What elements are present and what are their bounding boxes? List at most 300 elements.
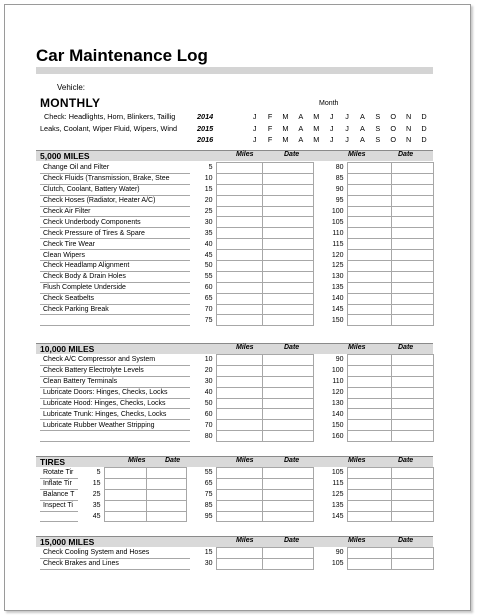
task-label: Check Pressure of Tires & Spare (40, 228, 190, 239)
month-letter: M (282, 112, 289, 121)
mileage-interval: 125 (313, 261, 347, 272)
task-label: Change Oil and Filter (40, 163, 190, 174)
month-letter: O (390, 112, 397, 121)
month-letter: F (267, 135, 273, 144)
log-row (40, 365, 433, 376)
log-row (40, 558, 433, 569)
task-label: Balance T (40, 489, 78, 500)
month-letter: A (298, 135, 304, 144)
col-header-miles: Miles (236, 457, 254, 464)
col-header-date: Date (398, 151, 414, 158)
task-label: Lubricate Trunk: Hinges, Checks, Locks (40, 409, 190, 420)
mileage-interval: 70 (190, 420, 216, 431)
mileage-interval: 150 (313, 315, 347, 326)
month-letter: A (359, 124, 365, 133)
miles-entry-cell[interactable] (347, 228, 391, 239)
month-letter: O (390, 124, 397, 133)
mileage-interval: 80 (190, 431, 216, 442)
date-entry-cell[interactable] (391, 239, 433, 250)
date-entry-cell[interactable] (262, 409, 313, 420)
miles-entry-cell[interactable] (347, 282, 391, 293)
date-entry-cell[interactable] (391, 293, 433, 304)
log-row (40, 163, 433, 174)
mileage-interval: 90 (313, 184, 347, 195)
date-entry-cell[interactable] (262, 376, 313, 387)
date-entry-cell[interactable] (262, 184, 313, 195)
log-row (40, 293, 433, 304)
date-entry-cell[interactable] (391, 511, 433, 522)
mileage-interval: 150 (313, 420, 347, 431)
mileage-interval: 50 (190, 261, 216, 272)
miles-entry-cell[interactable] (347, 431, 391, 442)
date-entry-cell[interactable] (391, 468, 433, 479)
miles-entry-cell[interactable] (216, 365, 262, 376)
task-label: Clean Battery Terminals (40, 376, 190, 387)
date-entry-cell[interactable] (391, 206, 433, 217)
task-label: Check Seatbelts (40, 293, 190, 304)
mileage-interval: 65 (190, 293, 216, 304)
miles-entry-cell[interactable] (216, 398, 262, 409)
miles-entry-cell[interactable] (104, 489, 146, 500)
col-header-date: Date (284, 151, 300, 158)
task-label (40, 431, 190, 442)
log-row (40, 387, 433, 398)
date-entry-cell[interactable] (262, 304, 313, 315)
month-letter: M (313, 135, 320, 144)
log-row (40, 228, 433, 239)
date-entry-cell[interactable] (391, 195, 433, 206)
miles-entry-cell[interactable] (216, 387, 262, 398)
miles-entry-cell[interactable] (347, 387, 391, 398)
log-row (40, 548, 433, 559)
task-label: Check Hoses (Radiator, Heater A/C) (40, 195, 190, 206)
date-entry-cell[interactable] (262, 261, 313, 272)
miles-entry-cell[interactable] (216, 304, 262, 315)
col-header-date: Date (398, 457, 414, 464)
date-entry-cell[interactable] (146, 511, 186, 522)
mileage-interval: 95 (186, 511, 216, 522)
date-entry-cell[interactable] (262, 195, 313, 206)
miles-entry-cell[interactable] (216, 468, 262, 479)
log-row (40, 206, 433, 217)
miles-entry-cell[interactable] (216, 271, 262, 282)
month-letter: O (390, 135, 397, 144)
date-entry-cell[interactable] (262, 228, 313, 239)
vehicle-label: Vehicle: (57, 83, 86, 92)
mileage-interval: 5 (78, 468, 104, 479)
date-entry-cell[interactable] (391, 387, 433, 398)
col-header-date: Date (398, 344, 414, 351)
mileage-interval: 115 (313, 239, 347, 250)
miles-entry-cell[interactable] (216, 184, 262, 195)
monthly-heading: MONTHLY (40, 96, 101, 110)
mileage-interval: 30 (190, 217, 216, 228)
miles-entry-cell[interactable] (347, 558, 391, 569)
miles-entry-cell[interactable] (216, 239, 262, 250)
mileage-interval: 145 (313, 511, 347, 522)
col-header-date: Date (284, 457, 300, 464)
task-label: Inspect Ti (40, 500, 78, 511)
month-letter: D (421, 124, 427, 133)
date-entry-cell[interactable] (391, 489, 433, 500)
month-letter: M (313, 112, 320, 121)
miles-entry-cell[interactable] (216, 293, 262, 304)
task-label (40, 511, 78, 522)
task-label: Clean Wipers (40, 250, 190, 261)
month-letters-row (247, 135, 432, 144)
log-row (40, 239, 433, 250)
date-entry-cell[interactable] (391, 163, 433, 174)
date-entry-cell[interactable] (262, 355, 313, 366)
log-row (40, 184, 433, 195)
col-header-miles: Miles (236, 537, 254, 544)
mileage-interval: 45 (78, 511, 104, 522)
task-label: Check Cooling System and Hoses (40, 548, 190, 559)
task-label: Flush Complete Underside (40, 282, 190, 293)
mileage-interval: 65 (186, 478, 216, 489)
log-row (40, 250, 433, 261)
miles-entry-cell[interactable] (347, 365, 391, 376)
miles-entry-cell[interactable] (216, 282, 262, 293)
date-entry-cell[interactable] (391, 376, 433, 387)
mileage-interval: 105 (313, 217, 347, 228)
date-entry-cell[interactable] (262, 548, 313, 559)
miles-entry-cell[interactable] (347, 163, 391, 174)
mileage-interval: 115 (313, 478, 347, 489)
miles-entry-cell[interactable] (347, 239, 391, 250)
mileage-interval: 160 (313, 431, 347, 442)
date-entry-cell[interactable] (391, 420, 433, 431)
month-letters-row (247, 112, 432, 121)
section-title-5000: 5,000 MILES (40, 151, 90, 161)
month-letter: J (329, 135, 334, 144)
mileage-interval: 55 (190, 271, 216, 282)
date-entry-cell[interactable] (262, 239, 313, 250)
miles-entry-cell[interactable] (347, 293, 391, 304)
monthly-check-line-2: Leaks, Coolant, Wiper Fluid, Wipers, Wind (40, 124, 178, 133)
miles-entry-cell[interactable] (104, 468, 146, 479)
month-letter: J (329, 124, 334, 133)
mileage-interval: 5 (190, 163, 216, 174)
month-letter: M (282, 124, 289, 133)
miles-entry-cell[interactable] (216, 376, 262, 387)
date-entry-cell[interactable] (146, 500, 186, 511)
miles-entry-cell[interactable] (347, 489, 391, 500)
miles-entry-cell[interactable] (347, 250, 391, 261)
date-entry-cell[interactable] (262, 315, 313, 326)
mileage-interval: 35 (190, 228, 216, 239)
month-letter: A (359, 112, 365, 121)
miles-entry-cell[interactable] (216, 511, 262, 522)
miles-entry-cell[interactable] (216, 558, 262, 569)
date-entry-cell[interactable] (391, 355, 433, 366)
date-entry-cell[interactable] (262, 478, 313, 489)
date-entry-cell[interactable] (391, 250, 433, 261)
task-label: Check A/C Compressor and System (40, 355, 190, 366)
mileage-interval: 135 (313, 500, 347, 511)
miles-entry-cell[interactable] (216, 431, 262, 442)
date-entry-cell[interactable] (262, 558, 313, 569)
miles-entry-cell[interactable] (347, 206, 391, 217)
task-label: Check Air Filter (40, 206, 190, 217)
miles-entry-cell[interactable] (347, 511, 391, 522)
miles-entry-cell[interactable] (104, 500, 146, 511)
month-letter: A (298, 112, 304, 121)
log-row (40, 355, 433, 366)
miles-entry-cell[interactable] (216, 355, 262, 366)
col-header-miles: Miles (348, 457, 366, 464)
mileage-interval: 85 (313, 173, 347, 184)
miles-entry-cell[interactable] (347, 376, 391, 387)
date-entry-cell[interactable] (262, 398, 313, 409)
miles-entry-cell[interactable] (216, 489, 262, 500)
miles-entry-cell[interactable] (216, 228, 262, 239)
task-label: Check Parking Break (40, 304, 190, 315)
date-entry-cell[interactable] (391, 548, 433, 559)
date-entry-cell[interactable] (391, 409, 433, 420)
month-letter: D (421, 135, 427, 144)
section-bar-tires (36, 456, 433, 467)
miles-entry-cell[interactable] (347, 468, 391, 479)
log-row (40, 478, 433, 489)
col-header-miles: Miles (348, 537, 366, 544)
date-entry-cell[interactable] (391, 228, 433, 239)
mileage-interval: 90 (313, 355, 347, 366)
date-entry-cell[interactable] (391, 184, 433, 195)
section-title-10000: 10,000 MILES (40, 344, 95, 354)
miles-entry-cell[interactable] (216, 217, 262, 228)
date-entry-cell[interactable] (262, 271, 313, 282)
miles-entry-cell[interactable] (347, 217, 391, 228)
mileage-interval: 30 (190, 376, 216, 387)
date-entry-cell[interactable] (146, 468, 186, 479)
date-entry-cell[interactable] (391, 365, 433, 376)
date-entry-cell[interactable] (262, 387, 313, 398)
log-row (40, 420, 433, 431)
mileage-interval: 70 (190, 304, 216, 315)
mileage-interval: 25 (190, 206, 216, 217)
mileage-interval: 125 (313, 489, 347, 500)
section-bar-10000 (36, 343, 433, 354)
date-entry-cell[interactable] (391, 261, 433, 272)
miles-entry-cell[interactable] (216, 163, 262, 174)
month-header: Month (319, 100, 339, 107)
section-bar-15000 (36, 536, 433, 547)
mileage-interval: 75 (186, 489, 216, 500)
miles-entry-cell[interactable] (347, 548, 391, 559)
date-entry-cell[interactable] (391, 282, 433, 293)
miles-entry-cell[interactable] (104, 511, 146, 522)
miles-entry-cell[interactable] (347, 173, 391, 184)
log-row (40, 500, 433, 511)
miles-entry-cell[interactable] (216, 420, 262, 431)
col-header-miles: Miles (348, 151, 366, 158)
date-entry-cell[interactable] (146, 478, 186, 489)
date-entry-cell[interactable] (262, 173, 313, 184)
col-header-miles: Miles (128, 457, 146, 464)
date-entry-cell[interactable] (262, 420, 313, 431)
miles-entry-cell[interactable] (216, 173, 262, 184)
miles-entry-cell[interactable] (216, 206, 262, 217)
task-label: Lubricate Hood: Hinges, Checks, Locks (40, 398, 190, 409)
miles-entry-cell[interactable] (347, 478, 391, 489)
miles-entry-cell[interactable] (347, 420, 391, 431)
grid-10000-miles (40, 354, 434, 442)
log-row (40, 304, 433, 315)
mileage-interval: 95 (313, 195, 347, 206)
month-letter: F (267, 112, 273, 121)
log-row (40, 195, 433, 206)
mileage-interval: 40 (190, 387, 216, 398)
miles-entry-cell[interactable] (347, 261, 391, 272)
miles-entry-cell[interactable] (347, 500, 391, 511)
grid-15000-miles (40, 547, 434, 570)
month-letter: N (405, 124, 412, 133)
date-entry-cell[interactable] (262, 217, 313, 228)
month-letter: A (298, 124, 304, 133)
col-header-date: Date (284, 537, 300, 544)
mileage-interval: 35 (78, 500, 104, 511)
mileage-interval: 100 (313, 206, 347, 217)
date-entry-cell[interactable] (391, 173, 433, 184)
date-entry-cell[interactable] (391, 304, 433, 315)
task-label (40, 315, 190, 326)
month-letter: S (375, 112, 381, 121)
monthly-check-line-1: Check: Headlights, Horn, Blinkers, Taillig (44, 112, 176, 121)
miles-entry-cell[interactable] (216, 409, 262, 420)
date-entry-cell[interactable] (262, 500, 313, 511)
task-label: Check Body & Drain Holes (40, 271, 190, 282)
miles-entry-cell[interactable] (216, 195, 262, 206)
date-entry-cell[interactable] (391, 431, 433, 442)
date-entry-cell[interactable] (262, 250, 313, 261)
mileage-interval: 140 (313, 293, 347, 304)
date-entry-cell[interactable] (262, 431, 313, 442)
date-entry-cell[interactable] (262, 468, 313, 479)
task-label: Lubricate Doors: Hinges, Checks, Locks (40, 387, 190, 398)
task-label: Check Underbody Components (40, 217, 190, 228)
task-label: Check Tire Wear (40, 239, 190, 250)
month-letter: M (282, 135, 289, 144)
miles-entry-cell[interactable] (347, 409, 391, 420)
mileage-interval: 25 (78, 489, 104, 500)
month-letter: D (421, 112, 427, 121)
date-entry-cell[interactable] (262, 489, 313, 500)
log-row (40, 315, 433, 326)
date-entry-cell[interactable] (391, 315, 433, 326)
miles-entry-cell[interactable] (216, 315, 262, 326)
mileage-interval: 20 (190, 365, 216, 376)
col-header-miles: Miles (236, 151, 254, 158)
miles-entry-cell[interactable] (216, 261, 262, 272)
mileage-interval: 15 (190, 184, 216, 195)
grid-5000-miles (40, 162, 434, 326)
col-header-date: Date (398, 537, 414, 544)
miles-entry-cell[interactable] (347, 271, 391, 282)
date-entry-cell[interactable] (262, 511, 313, 522)
date-entry-cell[interactable] (262, 163, 313, 174)
mileage-interval: 15 (190, 548, 216, 559)
month-letter: J (329, 112, 334, 121)
log-row (40, 489, 433, 500)
title-underline-bar (36, 67, 433, 74)
miles-entry-cell[interactable] (347, 195, 391, 206)
month-letter: A (359, 135, 365, 144)
miles-entry-cell[interactable] (347, 355, 391, 366)
mileage-interval: 90 (313, 548, 347, 559)
date-entry-cell[interactable] (262, 293, 313, 304)
log-row (40, 409, 433, 420)
grid-tires (40, 467, 434, 522)
miles-entry-cell[interactable] (216, 478, 262, 489)
date-entry-cell[interactable] (262, 282, 313, 293)
miles-entry-cell[interactable] (216, 548, 262, 559)
date-entry-cell[interactable] (391, 500, 433, 511)
log-row (40, 376, 433, 387)
miles-entry-cell[interactable] (216, 250, 262, 261)
date-entry-cell[interactable] (391, 398, 433, 409)
task-label: Check Fluids (Transmission, Brake, Stee (40, 173, 190, 184)
miles-entry-cell[interactable] (216, 500, 262, 511)
task-label: Clutch, Coolant, Battery Water) (40, 184, 190, 195)
mileage-interval: 110 (313, 376, 347, 387)
task-label: Check Battery Electrolyte Levels (40, 365, 190, 376)
miles-entry-cell[interactable] (347, 184, 391, 195)
log-row (40, 271, 433, 282)
date-entry-cell[interactable] (391, 478, 433, 489)
task-label: Rotate Tir (40, 468, 78, 479)
mileage-interval: 10 (190, 355, 216, 366)
log-row (40, 282, 433, 293)
month-letter: J (252, 124, 257, 133)
miles-entry-cell[interactable] (347, 398, 391, 409)
date-entry-cell[interactable] (262, 365, 313, 376)
year-label: 2016 (197, 135, 214, 144)
miles-entry-cell[interactable] (347, 315, 391, 326)
mileage-interval: 140 (313, 409, 347, 420)
month-letter: S (375, 135, 381, 144)
mileage-interval: 45 (190, 250, 216, 261)
col-header-date: Date (284, 344, 300, 351)
mileage-interval: 105 (313, 468, 347, 479)
page-title: Car Maintenance Log (36, 46, 208, 65)
miles-entry-cell[interactable] (347, 304, 391, 315)
date-entry-cell[interactable] (391, 217, 433, 228)
date-entry-cell[interactable] (391, 558, 433, 569)
month-letter: J (345, 135, 349, 144)
section-title-15000: 15,000 MILES (40, 537, 95, 547)
miles-entry-cell[interactable] (104, 478, 146, 489)
task-label: Lubricate Rubber Weather Stripping (40, 420, 190, 431)
date-entry-cell[interactable] (391, 271, 433, 282)
mileage-interval: 20 (190, 195, 216, 206)
month-letter: J (252, 135, 257, 144)
month-letter: S (375, 124, 381, 133)
col-header-date: Date (165, 457, 181, 464)
month-letter: J (345, 112, 349, 121)
mileage-interval: 15 (78, 478, 104, 489)
mileage-interval: 75 (190, 315, 216, 326)
month-letter: N (405, 112, 412, 121)
month-letter: J (252, 112, 257, 121)
mileage-interval: 120 (313, 250, 347, 261)
mileage-interval: 120 (313, 387, 347, 398)
mileage-interval: 105 (313, 558, 347, 569)
col-header-miles: Miles (348, 344, 366, 351)
date-entry-cell[interactable] (146, 489, 186, 500)
date-entry-cell[interactable] (262, 206, 313, 217)
mileage-interval: 50 (190, 398, 216, 409)
